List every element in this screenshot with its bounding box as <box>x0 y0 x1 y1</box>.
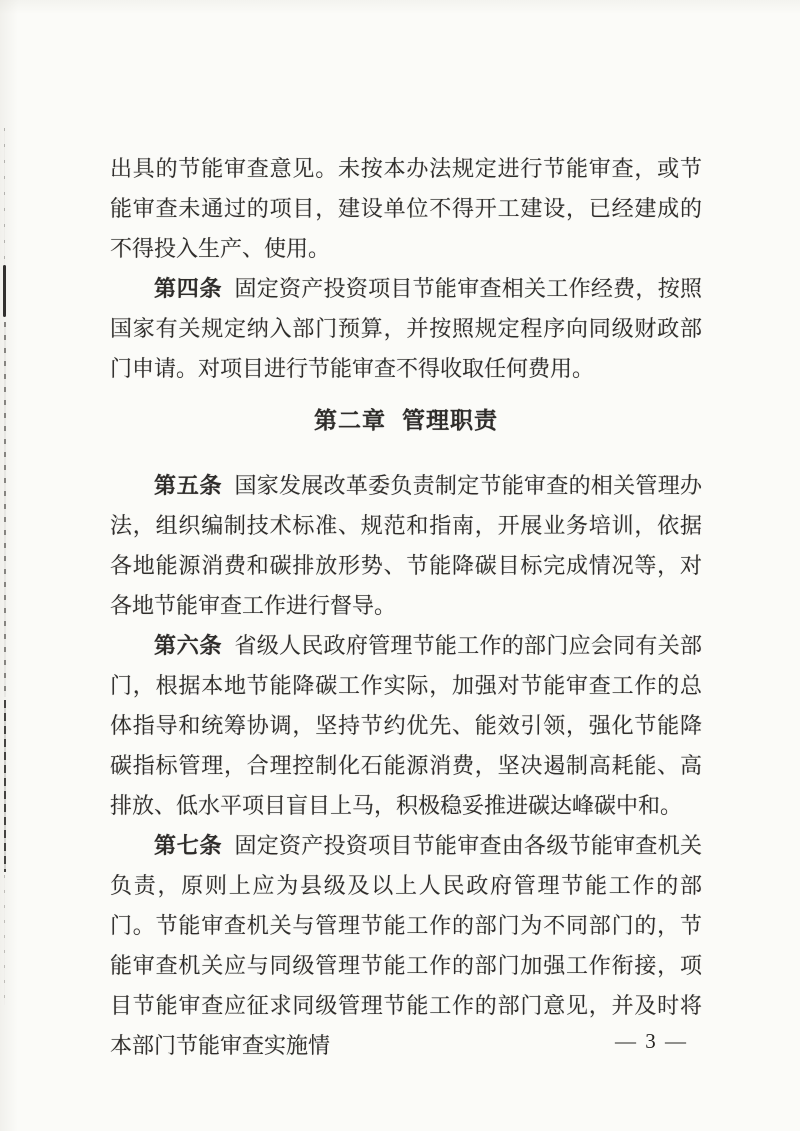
paragraph-article-7 <box>110 826 702 1066</box>
scan-edge-artifact <box>3 265 6 317</box>
scan-edge-artifact <box>4 700 6 872</box>
paragraph-text: 固定资产投资项目节能审查由各级节能审查机关负责，原则上应为县级及以上人民政府管理节能工作的部门。节能审查机关与管理节能工作的部门为不同部门的，节能审查机关应与同级管理节能工作的部门加强工作衔接，项目节能审查应征求同级管理节能工作的部门意见，并及时将本部门节能审查实施情 <box>110 833 702 1058</box>
chapter-number: 第二章 <box>313 408 386 433</box>
document-body <box>110 149 702 1066</box>
paragraph-text: 省级人民政府管理节能工作的部门应会同有关部门，根据本地节能降碳工作实际，加强对节能审查工作的总体指导和统筹协调，坚持节约优先、能效引领，强化节能降碳指标管理，合理控制化石能源消费，坚决遏制高耗能、高排放、低水平项目盲目上马，积极稳妥推进碳达峰碳中和。 <box>110 633 702 818</box>
paragraph-text: 固定资产投资项目节能审查相关工作经费，按照国家有关规定纳入部门预算，并按照规定程序向同级财政部门申请。对项目进行节能审查不得收取任何费用。 <box>110 276 702 381</box>
article-4-number: 第四条 <box>154 276 223 301</box>
chapter-title: 管理职责 <box>402 408 499 433</box>
scan-edge-artifact <box>4 875 5 1005</box>
article-5-number: 第五条 <box>154 473 223 498</box>
paragraph-text: 出具的节能审查意见。未按本办法规定进行节能审查，或节能审查未通过的项目，建设单位不得开工建设，已经建成的不得投入生产、使用。 <box>110 156 702 261</box>
scan-edge-artifact <box>4 128 5 265</box>
article-6-number: 第六条 <box>154 633 223 658</box>
paragraph-article-6 <box>110 626 702 826</box>
scan-edge-artifact <box>4 322 6 697</box>
paragraph-article-5 <box>110 466 702 626</box>
paragraph-continuation <box>110 149 702 269</box>
paragraph-text: 国家发展改革委负责制定节能审查的相关管理办法，组织编制技术标准、规范和指南，开展业务培训，依据各地能源消费和碳排放形势、节能降碳目标完成情况等，对各地节能审查工作进行督导。 <box>110 473 702 618</box>
chapter-heading <box>110 401 702 441</box>
page-number: — 3 — <box>615 1029 688 1053</box>
paragraph-article-4 <box>110 269 702 389</box>
article-7-number: 第七条 <box>154 833 223 858</box>
